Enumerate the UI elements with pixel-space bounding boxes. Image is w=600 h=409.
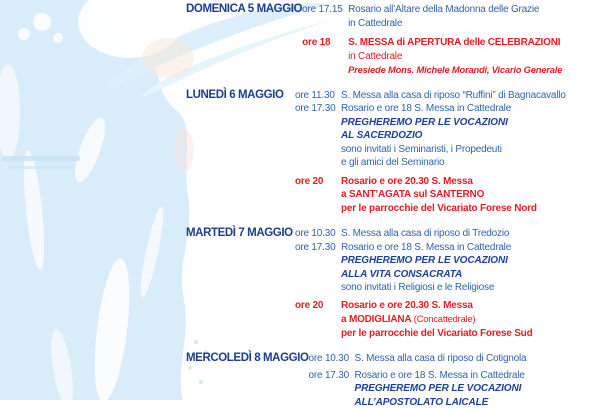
event-line: Rosario e ore 18 S. Messa in Cattedrale xyxy=(341,102,598,116)
day-label: MERCOLEDÌ 8 MAGGIO xyxy=(186,352,309,366)
event-line: Presiede Mons. Michele Morandi, Vicario Generale xyxy=(348,63,598,77)
event-line: S. Messa alla casa di riposo di Tredozio xyxy=(341,227,598,241)
event-row xyxy=(302,3,598,30)
day-block-mercoledi-8 xyxy=(186,352,598,409)
day-label: MARTEDÌ 7 MAGGIO xyxy=(186,227,295,241)
event-time: ore 17.30 xyxy=(295,241,341,295)
event-row xyxy=(295,227,598,241)
day-block-domenica-5 xyxy=(186,3,598,77)
event-time: ore 10.30 xyxy=(295,227,341,241)
day-block-martedi-7 xyxy=(186,227,598,340)
event-line: e gli amici del Seminario xyxy=(341,156,598,170)
event-line: sono invitati i Seminaristi, i Propedeuti xyxy=(341,143,598,157)
event-line: per le parrocchie del Vicariato Forese Sud xyxy=(341,327,598,341)
event-line: per le parrocchie del Vicariato Forese Nord xyxy=(341,202,598,216)
event-line: S. Messa alla casa di riposo “Ruffini” di Bagnacavallo xyxy=(341,89,598,103)
event-line: ALL’APOSTOLATO LAICALE xyxy=(355,396,598,409)
event-time: ore 11.30 xyxy=(295,89,341,103)
event-row xyxy=(295,175,598,216)
day-label: DOMENICA 5 MAGGIO xyxy=(186,3,302,17)
crown-ornament xyxy=(33,13,51,31)
event-time: ore 20 xyxy=(295,299,341,341)
event-line: Rosario e ore 20.30 S. Messa xyxy=(341,175,598,189)
event-line: Rosario e ore 20.30 S. Messa xyxy=(341,299,598,313)
event-line: PREGHEREMO PER LE VOCAZIONI xyxy=(355,382,598,396)
event-time: ore 17.30 xyxy=(295,102,341,170)
event-line: S. Messa alla casa di riposo di Cotignola xyxy=(355,352,598,366)
event-row xyxy=(295,299,598,341)
event-line: AL SACERDOZIO xyxy=(341,129,598,143)
event-line: sono invitati i Religiosi e le Religiose xyxy=(341,281,598,295)
event-time: ore 10.30 xyxy=(309,352,355,366)
event-line: PREGHEREMO PER LE VOCAZIONI xyxy=(341,116,598,130)
event-time: ore 17.15 xyxy=(302,3,348,30)
celebration-schedule xyxy=(186,3,598,409)
event-line-suffix: (Concattedrale) xyxy=(411,313,475,324)
day-label: LUNEDÌ 6 MAGGIO xyxy=(186,89,295,103)
event-line: Rosario e ore 18 S. Messa in Cattedrale xyxy=(341,241,598,255)
crown-ornament xyxy=(53,33,63,43)
event-line: S. MESSA di APERTURA delle CELEBRAZIONI xyxy=(348,36,598,50)
event-row xyxy=(295,102,598,170)
event-line: in Cattedrale xyxy=(348,17,598,31)
crown-ornament xyxy=(18,28,30,40)
event-line: Rosario e ore 18 S. Messa in Cattedrale xyxy=(355,369,598,383)
event-time: ore 18 xyxy=(302,36,348,77)
event-line: PREGHEREMO PER LE VOCAZIONI xyxy=(341,254,598,268)
event-row xyxy=(295,241,598,295)
event-line xyxy=(341,312,598,327)
event-line: a SANT’AGATA sul SANTERNO xyxy=(341,188,598,202)
belt-detail xyxy=(2,156,80,161)
event-line: in Cattedrale xyxy=(348,50,598,64)
event-line-main: a MODIGLIANA xyxy=(341,314,411,325)
event-row xyxy=(302,36,598,77)
event-row xyxy=(295,89,598,103)
event-row xyxy=(309,352,598,366)
event-row xyxy=(309,369,598,409)
event-time: ore 20 xyxy=(295,175,341,216)
day-block-lunedi-6 xyxy=(186,89,598,216)
event-line: ALLA VITA CONSACRATA xyxy=(341,268,598,282)
belt-detail xyxy=(8,166,72,169)
event-line: Rosario all’Altare della Madonna delle Grazie xyxy=(348,3,598,17)
event-time: ore 17.30 xyxy=(309,369,355,409)
